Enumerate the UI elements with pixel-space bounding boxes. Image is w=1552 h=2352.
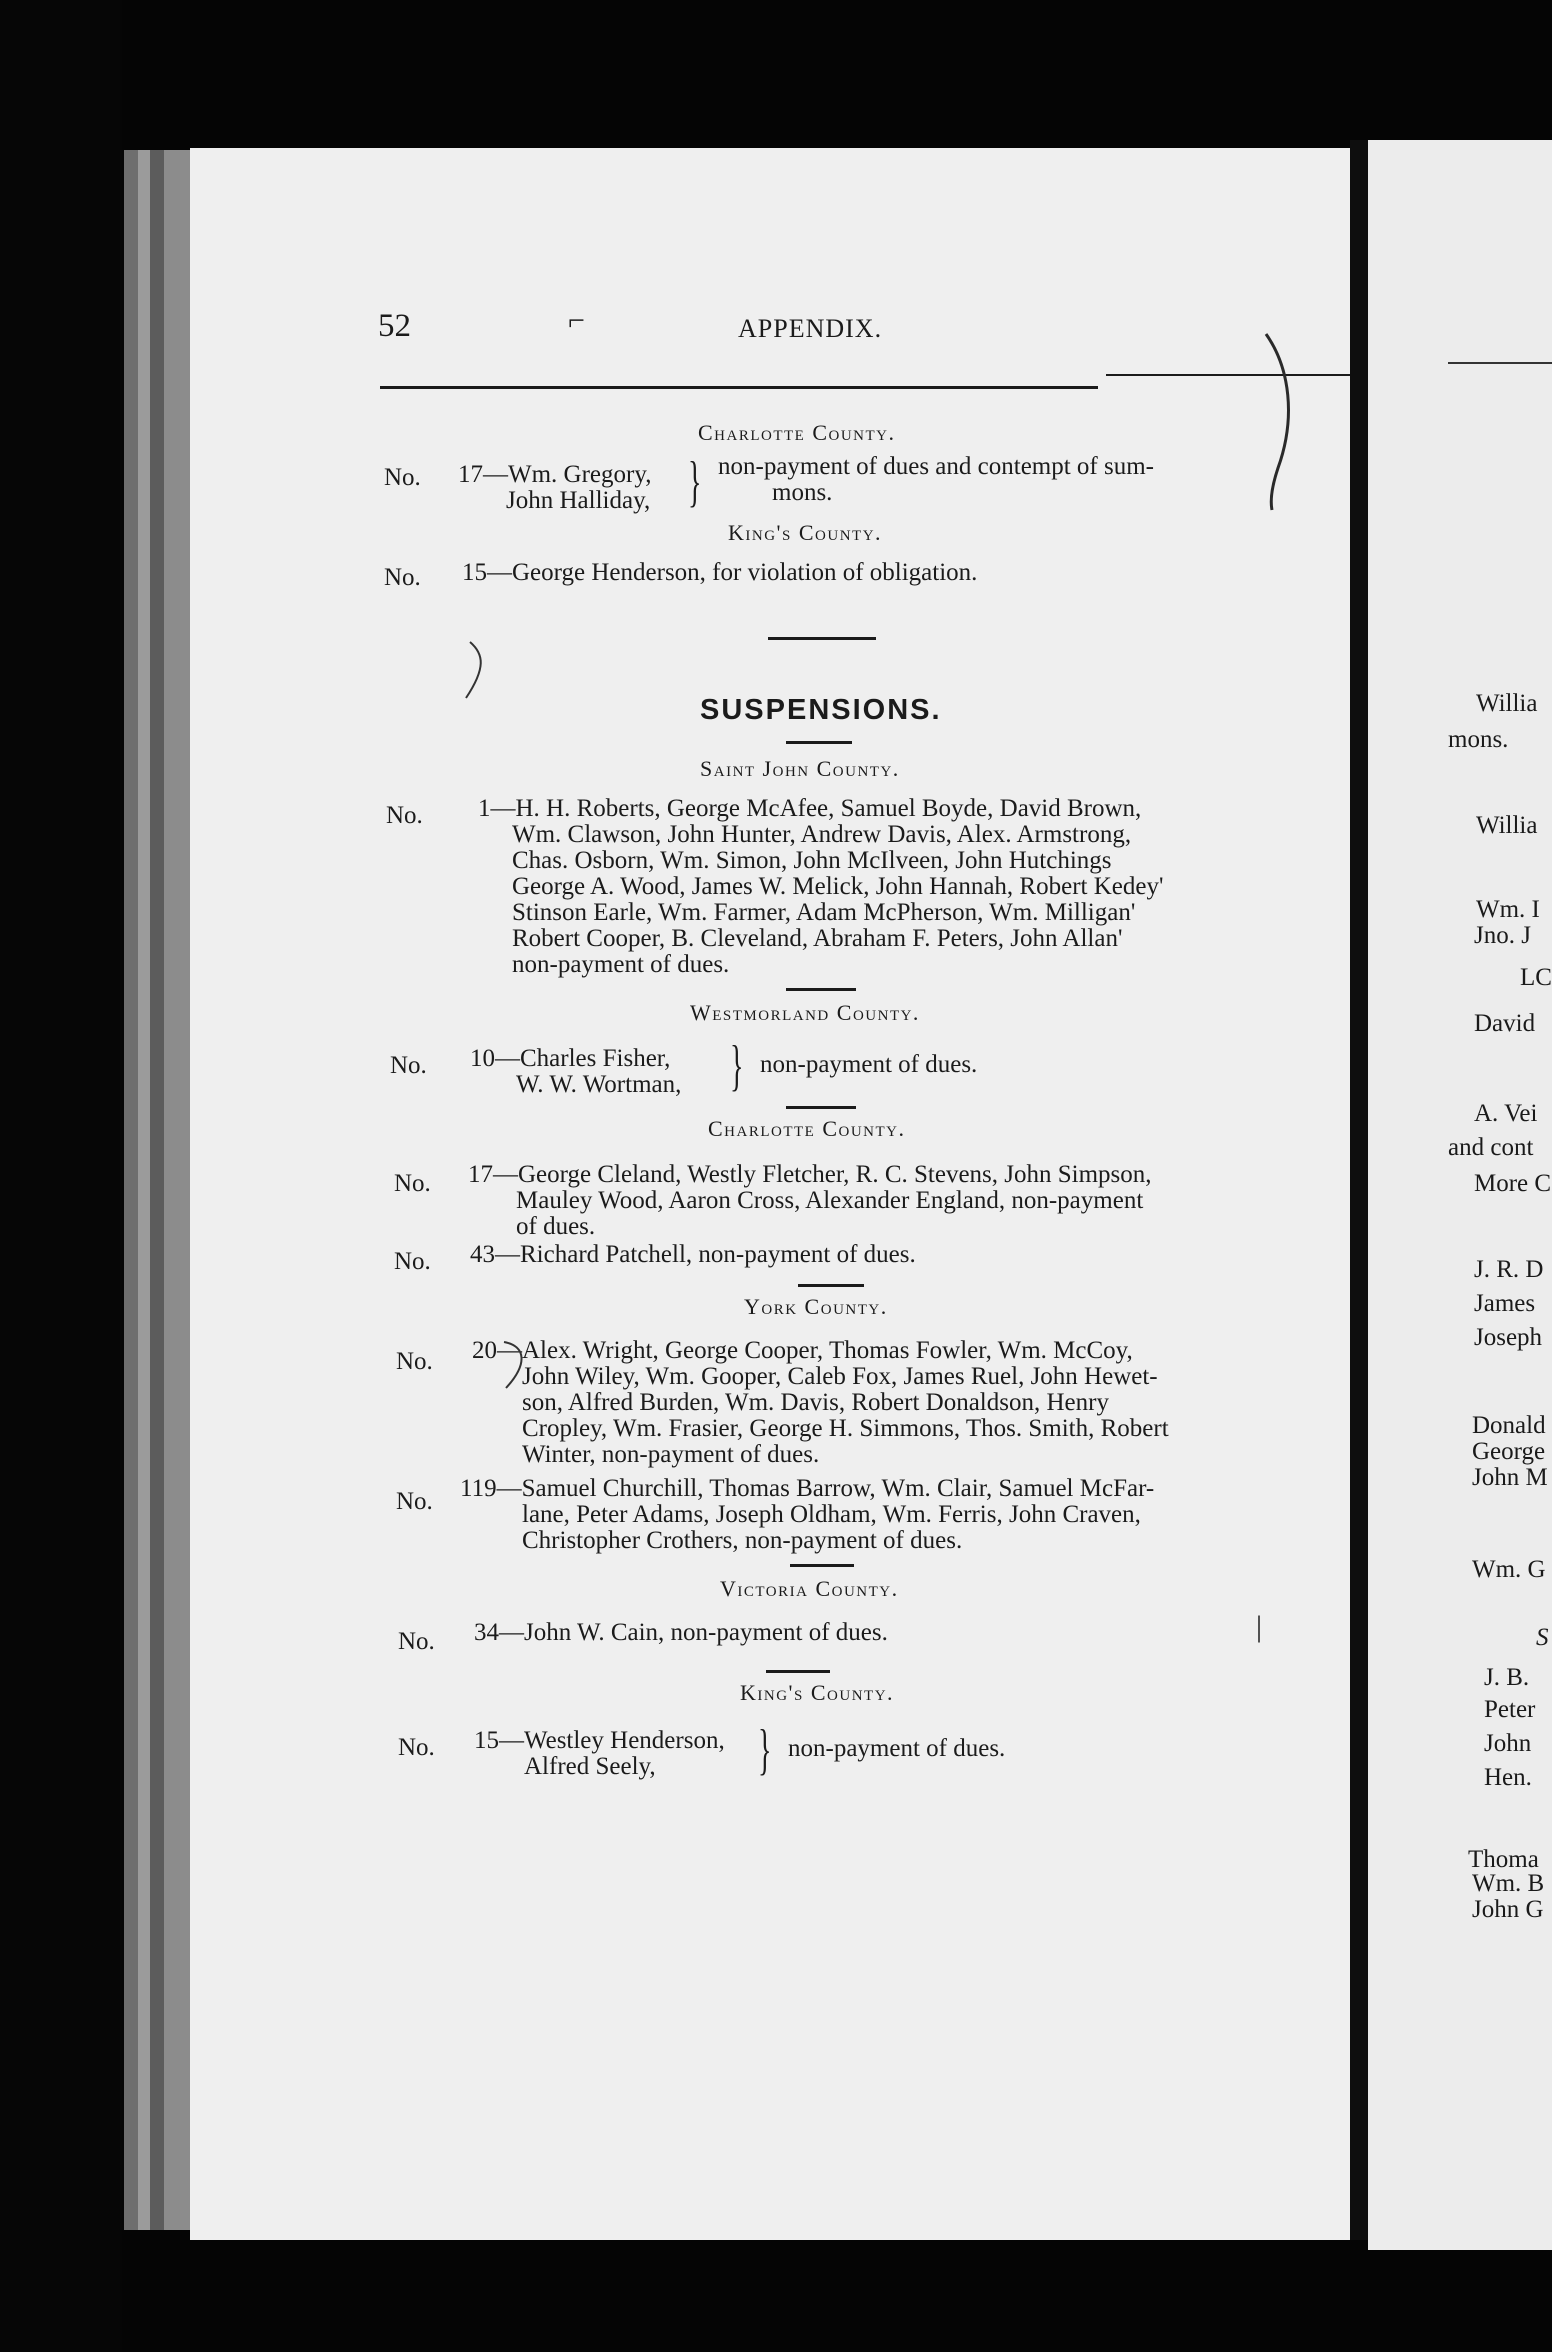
facing-text: LC bbox=[1520, 964, 1552, 991]
brace: } bbox=[730, 1035, 744, 1097]
ink-mark: ⌐ bbox=[568, 304, 585, 337]
entry-line: 20—Alex. Wright, George Cooper, Thomas Fowler, Wm. McCoy, bbox=[472, 1337, 1133, 1364]
header-rule bbox=[1448, 362, 1552, 364]
facing-page-edge bbox=[1368, 140, 1552, 2250]
entry-no-label: No. bbox=[386, 802, 423, 829]
entry-line: Robert Cooper, B. Cleveland, Abraham F. Peters, John Allan' bbox=[512, 925, 1123, 952]
facing-text: mons. bbox=[1448, 726, 1509, 753]
entry-no-label: No. bbox=[384, 564, 421, 591]
facing-text: Hen. bbox=[1484, 1764, 1532, 1791]
entry-no-label: No. bbox=[398, 1628, 435, 1655]
running-header: APPENDIX. bbox=[738, 314, 883, 343]
entry-text: 15—George Henderson, for violation of obligation. bbox=[462, 559, 978, 586]
county-heading: King's County. bbox=[728, 520, 883, 545]
section-rule bbox=[786, 988, 856, 991]
entry-line: George A. Wood, James W. Melick, John Hannah, Robert Kedey' bbox=[512, 873, 1164, 900]
entry-reason: non-payment of dues. bbox=[760, 1051, 978, 1078]
entry-line: Stinson Earle, Wm. Farmer, Adam McPherson, Wm. Milligan' bbox=[512, 899, 1136, 926]
section-rule bbox=[768, 637, 876, 640]
entry-no-label: No. bbox=[398, 1734, 435, 1761]
entry-no-label: No. bbox=[394, 1170, 431, 1197]
county-heading: King's County. bbox=[740, 1680, 895, 1705]
entry-name: Alfred Seely, bbox=[524, 1753, 656, 1780]
page-edge bbox=[164, 150, 190, 2230]
facing-text: Jno. J bbox=[1474, 922, 1531, 949]
county-heading: Charlotte County. bbox=[708, 1116, 906, 1141]
facing-text: George bbox=[1472, 1438, 1546, 1465]
entry-line: 43—Richard Patchell, non-payment of dues. bbox=[470, 1241, 916, 1268]
facing-text: Donald bbox=[1472, 1412, 1546, 1439]
entry-no-label: No. bbox=[390, 1052, 427, 1079]
facing-text: David bbox=[1474, 1010, 1536, 1037]
book-spine-shadow bbox=[0, 0, 122, 2352]
facing-text: John G bbox=[1472, 1896, 1544, 1923]
ink-mark: | bbox=[1256, 1610, 1263, 1643]
facing-text: Wm. B bbox=[1472, 1870, 1545, 1897]
entry-line: son, Alfred Burden, Wm. Davis, Robert Donaldson, Henry bbox=[522, 1389, 1109, 1416]
facing-text: John bbox=[1484, 1730, 1532, 1757]
entry-line: 119—Samuel Churchill, Thomas Barrow, Wm. Clair, Samuel McFar- bbox=[460, 1475, 1155, 1502]
entry-line: Winter, non-payment of dues. bbox=[522, 1441, 820, 1468]
section-rule bbox=[798, 1284, 864, 1287]
facing-text: Willia bbox=[1476, 690, 1538, 717]
pencil-mark bbox=[500, 1336, 540, 1396]
facing-text: Thoma bbox=[1468, 1846, 1539, 1873]
entry-line: of dues. bbox=[516, 1213, 596, 1240]
brace: } bbox=[688, 451, 702, 513]
entry-line: 17—George Cleland, Westly Fletcher, R. C. Stevens, John Simpson, bbox=[468, 1161, 1152, 1188]
left-page bbox=[190, 148, 1350, 2240]
facing-text: John M bbox=[1472, 1464, 1548, 1491]
entry-no-label: No. bbox=[396, 1348, 433, 1375]
entry-reason: non-payment of dues. bbox=[788, 1735, 1006, 1762]
facing-text: Willia bbox=[1476, 812, 1538, 839]
entry-line: Wm. Clawson, John Hunter, Andrew Davis, Alex. Armstrong, bbox=[512, 821, 1132, 848]
facing-text: S bbox=[1536, 1624, 1549, 1651]
facing-text: J. R. D bbox=[1474, 1256, 1544, 1283]
entry-line: Christopher Crothers, non-payment of dues. bbox=[522, 1527, 963, 1554]
facing-text: Joseph bbox=[1474, 1324, 1543, 1351]
entry-no-label: No. bbox=[396, 1488, 433, 1515]
page-number: 52 bbox=[378, 308, 411, 344]
entry-line: John Wiley, Wm. Gooper, Caleb Fox, James Ruel, John Hewet- bbox=[522, 1363, 1158, 1390]
facing-text: More C bbox=[1474, 1170, 1552, 1197]
page-edge bbox=[138, 150, 150, 2230]
page-edge bbox=[124, 150, 138, 2230]
section-title: SUSPENSIONS. bbox=[700, 694, 942, 726]
pencil-bracket bbox=[1250, 328, 1310, 518]
county-heading: Westmorland County. bbox=[690, 1000, 920, 1025]
county-heading: York County. bbox=[744, 1294, 888, 1319]
facing-text: and cont bbox=[1448, 1134, 1534, 1161]
county-heading: Victoria County. bbox=[720, 1576, 899, 1601]
entry-line: 34—John W. Cain, non-payment of dues. bbox=[474, 1619, 888, 1646]
county-heading: Saint John County. bbox=[700, 756, 900, 781]
facing-text: A. Vei bbox=[1474, 1100, 1538, 1127]
entry-line: non-payment of dues. bbox=[512, 951, 730, 978]
entry-line: Cropley, Wm. Frasier, George H. Simmons, Thos. Smith, Robert bbox=[522, 1415, 1169, 1442]
facing-text: Wm. G bbox=[1472, 1556, 1546, 1583]
section-rule bbox=[766, 1670, 830, 1673]
entry-line: 1—H. H. Roberts, George McAfee, Samuel Boyde, David Brown, bbox=[478, 795, 1142, 822]
entry-name: 10—Charles Fisher, bbox=[470, 1045, 671, 1072]
entry-reason: non-payment of dues and contempt of sum- bbox=[718, 453, 1155, 480]
entry-name: W. W. Wortman, bbox=[516, 1071, 682, 1098]
entry-name: 17—Wm. Gregory, bbox=[458, 461, 652, 488]
county-heading: Charlotte County. bbox=[698, 420, 896, 445]
entry-no-label: No. bbox=[384, 464, 421, 491]
book-gutter bbox=[1350, 140, 1368, 2240]
facing-text: Wm. I bbox=[1476, 896, 1540, 923]
entry-name: John Halliday, bbox=[506, 487, 651, 514]
title-underline bbox=[786, 741, 852, 744]
header-rule bbox=[380, 386, 1098, 389]
page-edge bbox=[150, 150, 164, 2230]
section-rule bbox=[790, 1564, 854, 1567]
entry-reason: mons. bbox=[772, 479, 833, 506]
facing-text: James bbox=[1474, 1290, 1536, 1317]
pencil-mark bbox=[460, 638, 500, 708]
entry-line: Chas. Osborn, Wm. Simon, John McIlveen, John Hutchings bbox=[512, 847, 1112, 874]
entry-no-label: No. bbox=[394, 1248, 431, 1275]
section-rule bbox=[786, 1106, 856, 1109]
entry-line: lane, Peter Adams, Joseph Oldham, Wm. Ferris, John Craven, bbox=[522, 1501, 1141, 1528]
facing-text: Peter bbox=[1484, 1696, 1536, 1723]
entry-line: Mauley Wood, Aaron Cross, Alexander England, non-payment bbox=[516, 1187, 1144, 1214]
brace: } bbox=[758, 1719, 772, 1781]
facing-text: J. B. bbox=[1484, 1664, 1530, 1691]
entry-name: 15—Westley Henderson, bbox=[474, 1727, 725, 1754]
